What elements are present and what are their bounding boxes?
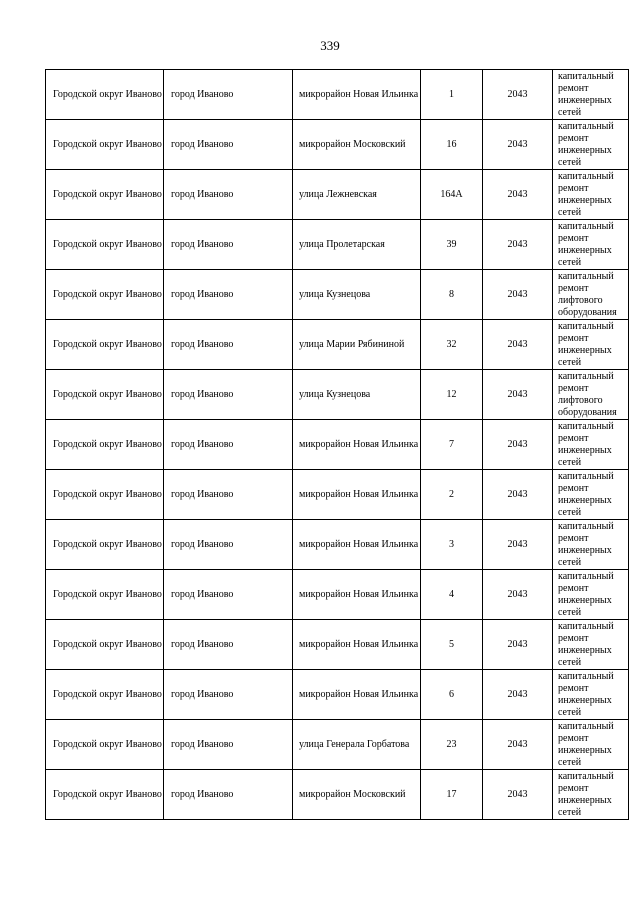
cell-year: 2043 [483, 570, 553, 620]
cell-work-type: капитальный ремонт инженерных сетей [553, 170, 629, 220]
cell-district: Городской округ Иваново [46, 70, 164, 120]
cell-city: город Иваново [164, 370, 293, 420]
table-row [46, 470, 629, 520]
cell-year: 2043 [483, 770, 553, 820]
cell-district: Городской округ Иваново [46, 220, 164, 270]
cell-work-type: капитальный ремонт инженерных сетей [553, 420, 629, 470]
cell-work-type: капитальный ремонт инженерных сетей [553, 220, 629, 270]
table-row [46, 570, 629, 620]
cell-street: микрорайон Московский [293, 120, 421, 170]
table-row [46, 120, 629, 170]
cell-street: микрорайон Новая Ильинка [293, 670, 421, 720]
cell-district: Городской округ Иваново [46, 620, 164, 670]
cell-district: Городской округ Иваново [46, 270, 164, 320]
table-row [46, 320, 629, 370]
cell-street: улица Лежневская [293, 170, 421, 220]
cell-year: 2043 [483, 170, 553, 220]
cell-year: 2043 [483, 270, 553, 320]
cell-street: микрорайон Новая Ильинка [293, 570, 421, 620]
cell-year: 2043 [483, 520, 553, 570]
cell-street: улица Генерала Горбатова [293, 720, 421, 770]
cell-city: город Иваново [164, 320, 293, 370]
cell-house-number: 4 [421, 570, 483, 620]
cell-city: город Иваново [164, 270, 293, 320]
cell-street: улица Кузнецова [293, 370, 421, 420]
table-row [46, 270, 629, 320]
cell-street: микрорайон Новая Ильинка [293, 70, 421, 120]
table-row [46, 770, 629, 820]
cell-house-number: 16 [421, 120, 483, 170]
cell-street: улица Пролетарская [293, 220, 421, 270]
cell-house-number: 5 [421, 620, 483, 670]
cell-city: город Иваново [164, 570, 293, 620]
cell-work-type: капитальный ремонт лифтового оборудования [553, 270, 629, 320]
cell-year: 2043 [483, 370, 553, 420]
table-row [46, 220, 629, 270]
table-row [46, 170, 629, 220]
table-row [46, 620, 629, 670]
cell-street: микрорайон Новая Ильинка [293, 420, 421, 470]
cell-year: 2043 [483, 220, 553, 270]
cell-district: Городской округ Иваново [46, 370, 164, 420]
cell-city: город Иваново [164, 220, 293, 270]
cell-house-number: 12 [421, 370, 483, 420]
cell-city: город Иваново [164, 720, 293, 770]
cell-year: 2043 [483, 120, 553, 170]
cell-city: город Иваново [164, 670, 293, 720]
cell-city: город Иваново [164, 420, 293, 470]
cell-house-number: 7 [421, 420, 483, 470]
registry-table-body [46, 70, 629, 820]
cell-district: Городской округ Иваново [46, 320, 164, 370]
cell-city: город Иваново [164, 520, 293, 570]
cell-street: микрорайон Московский [293, 770, 421, 820]
cell-work-type: капитальный ремонт инженерных сетей [553, 770, 629, 820]
cell-city: город Иваново [164, 620, 293, 670]
cell-district: Городской округ Иваново [46, 120, 164, 170]
cell-district: Городской округ Иваново [46, 170, 164, 220]
cell-district: Городской округ Иваново [46, 670, 164, 720]
table-row [46, 520, 629, 570]
table-row [46, 720, 629, 770]
table-row [46, 70, 629, 120]
table-row [46, 420, 629, 470]
cell-work-type: капитальный ремонт инженерных сетей [553, 670, 629, 720]
cell-district: Городской округ Иваново [46, 420, 164, 470]
cell-street: улица Марии Рябининой [293, 320, 421, 370]
cell-house-number: 1 [421, 70, 483, 120]
cell-house-number: 17 [421, 770, 483, 820]
cell-year: 2043 [483, 420, 553, 470]
cell-street: микрорайон Новая Ильинка [293, 620, 421, 670]
cell-work-type: капитальный ремонт инженерных сетей [553, 570, 629, 620]
cell-year: 2043 [483, 620, 553, 670]
cell-city: город Иваново [164, 120, 293, 170]
cell-year: 2043 [483, 720, 553, 770]
cell-house-number: 23 [421, 720, 483, 770]
cell-work-type: капитальный ремонт инженерных сетей [553, 720, 629, 770]
cell-district: Городской округ Иваново [46, 470, 164, 520]
cell-work-type: капитальный ремонт инженерных сетей [553, 470, 629, 520]
cell-city: город Иваново [164, 170, 293, 220]
cell-year: 2043 [483, 670, 553, 720]
cell-house-number: 164А [421, 170, 483, 220]
cell-district: Городской округ Иваново [46, 770, 164, 820]
cell-year: 2043 [483, 320, 553, 370]
cell-house-number: 32 [421, 320, 483, 370]
cell-street: улица Кузнецова [293, 270, 421, 320]
cell-work-type: капитальный ремонт лифтового оборудования [553, 370, 629, 420]
cell-house-number: 2 [421, 470, 483, 520]
cell-house-number: 3 [421, 520, 483, 570]
cell-house-number: 6 [421, 670, 483, 720]
cell-work-type: капитальный ремонт инженерных сетей [553, 120, 629, 170]
cell-house-number: 8 [421, 270, 483, 320]
cell-street: микрорайон Новая Ильинка [293, 470, 421, 520]
cell-district: Городской округ Иваново [46, 570, 164, 620]
table-row [46, 670, 629, 720]
cell-work-type: капитальный ремонт инженерных сетей [553, 620, 629, 670]
cell-year: 2043 [483, 70, 553, 120]
cell-district: Городской округ Иваново [46, 520, 164, 570]
cell-district: Городской округ Иваново [46, 720, 164, 770]
registry-table [45, 69, 629, 820]
cell-street: микрорайон Новая Ильинка [293, 520, 421, 570]
cell-house-number: 39 [421, 220, 483, 270]
cell-year: 2043 [483, 470, 553, 520]
cell-work-type: капитальный ремонт инженерных сетей [553, 520, 629, 570]
table-row [46, 370, 629, 420]
cell-work-type: капитальный ремонт инженерных сетей [553, 70, 629, 120]
page-number: 339 [320, 38, 340, 53]
cell-city: город Иваново [164, 470, 293, 520]
cell-city: город Иваново [164, 70, 293, 120]
cell-city: город Иваново [164, 770, 293, 820]
cell-work-type: капитальный ремонт инженерных сетей [553, 320, 629, 370]
